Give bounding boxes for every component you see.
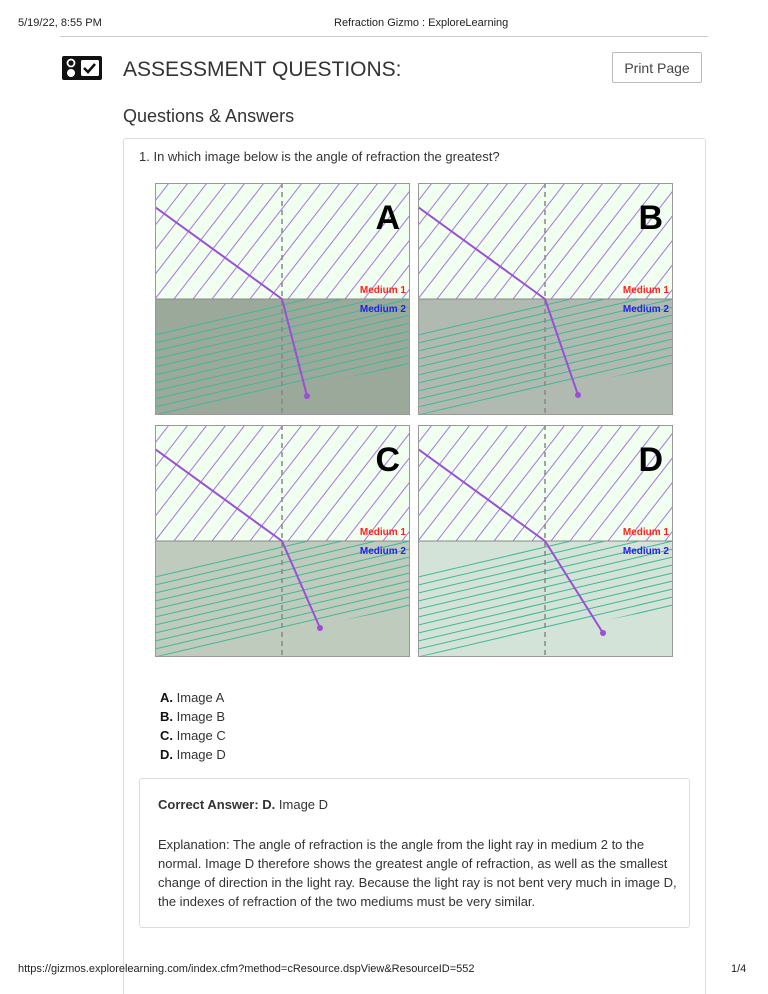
- choice-a: A. Image A: [160, 690, 225, 705]
- correct-answer: Correct Answer: D. Image D: [158, 797, 329, 812]
- question-text: 1. In which image below is the angle of refraction the greatest?: [139, 149, 500, 164]
- choice-c: C. Image C: [160, 728, 226, 743]
- print-page-button[interactable]: Print Page: [612, 52, 702, 83]
- image-letter: B: [638, 199, 663, 237]
- print-datetime: 5/19/22, 8:55 PM: [18, 17, 102, 29]
- footer-page-number: 1/4: [731, 963, 747, 975]
- refraction-image-c: [155, 425, 410, 657]
- medium-1-label: Medium 1: [359, 527, 406, 538]
- print-page-title: Refraction Gizmo : ExploreLearning: [334, 17, 509, 29]
- ray-arrowhead: [575, 392, 581, 398]
- refraction-image-a: [155, 183, 410, 415]
- medium-1-label: Medium 1: [622, 285, 669, 296]
- page-title: ASSESSMENT QUESTIONS:: [123, 58, 402, 81]
- section-title: Questions & Answers: [123, 106, 295, 126]
- image-letter: C: [375, 441, 400, 479]
- choice-b: B. Image B: [160, 709, 226, 724]
- medium-2-label: Medium 2: [622, 304, 669, 315]
- image-letter: A: [375, 199, 400, 237]
- ray-arrowhead: [600, 630, 606, 636]
- medium-2-label: Medium 2: [622, 546, 669, 557]
- image-letter: D: [638, 441, 663, 479]
- footer-url: https://gizmos.explorelearning.com/index.cfm?method=cResource.dspView&ResourceID=552: [18, 963, 475, 975]
- refraction-image-b: [418, 183, 673, 415]
- medium-2-label: Medium 2: [359, 546, 406, 557]
- medium-1-label: Medium 1: [359, 285, 406, 296]
- explanation: Explanation: The angle of refraction is the angle from the light ray in medium 2 to the normal. Image D therefore shows the greatest angle of refraction, as well as the smallest change of direction in the light ray. Because the light ray is not bent very much in image D, the indexes of refraction of the two mediums must be very similar.: [158, 837, 677, 909]
- medium-2-label: Medium 2: [359, 304, 406, 315]
- divider: [60, 36, 708, 37]
- ray-arrowhead: [317, 625, 323, 631]
- medium-1-label: Medium 1: [622, 527, 669, 538]
- answer-choices: [160, 688, 226, 764]
- choice-d: D. Image D: [160, 747, 226, 762]
- answer-box: [139, 778, 690, 928]
- refraction-image-d: [418, 425, 673, 657]
- ray-arrowhead: [304, 393, 310, 399]
- assessment-icon: [62, 56, 102, 80]
